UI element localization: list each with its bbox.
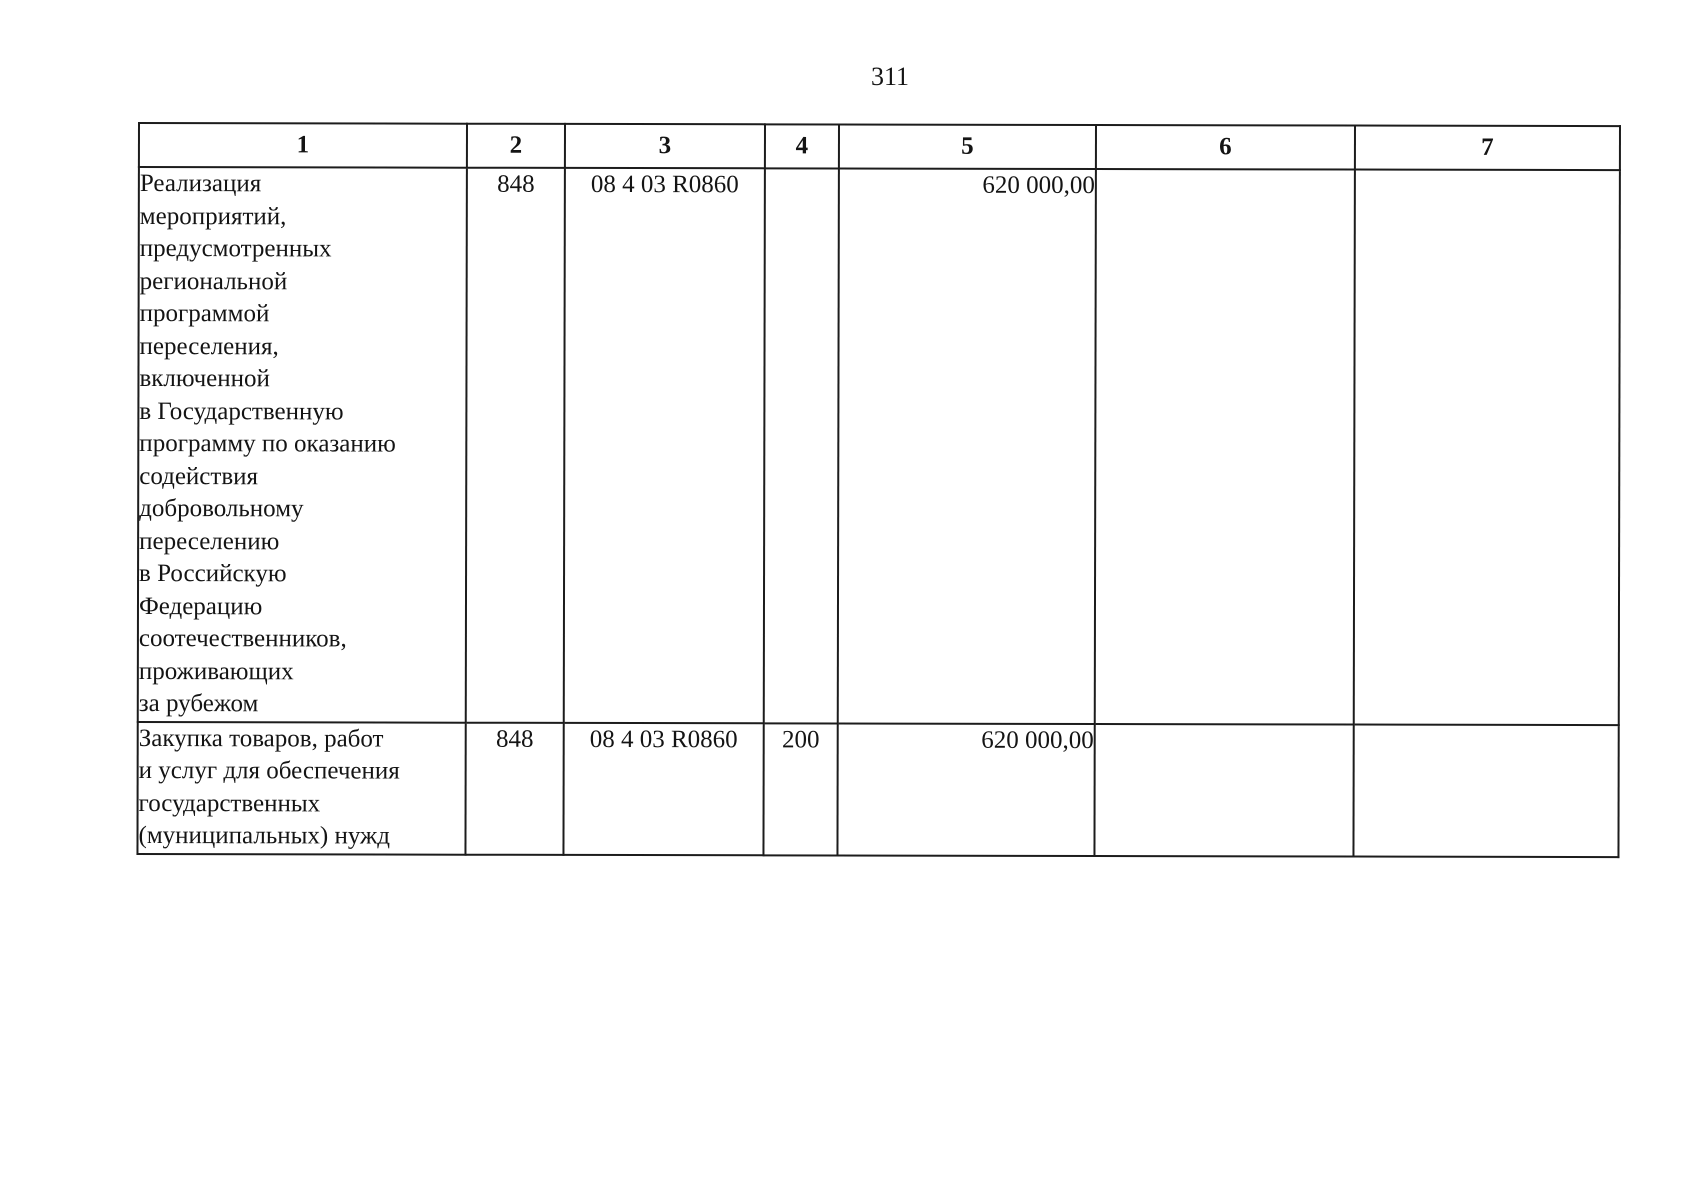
- column-header-5: 5: [839, 124, 1096, 169]
- expense-type-cell: [764, 168, 839, 723]
- name-line: соотечественников,: [138, 625, 347, 653]
- table-row: [138, 167, 1620, 725]
- name-line: региональной: [139, 267, 288, 295]
- name-line: программой: [139, 300, 270, 328]
- name-line: переселения,: [139, 332, 279, 360]
- column-header-3: 3: [565, 124, 765, 168]
- column-7-cell: [1354, 170, 1620, 725]
- name-line: переселению: [139, 527, 280, 555]
- name-line: в Государственную: [139, 397, 344, 425]
- name-line: в Российскую: [139, 560, 287, 588]
- name-line: Реализация: [139, 170, 262, 198]
- budget-table: [136, 122, 1621, 858]
- column-header-7: 7: [1355, 126, 1620, 171]
- row-name-cell: [138, 167, 467, 722]
- column-7-cell: [1353, 724, 1618, 857]
- expense-type-cell: 200: [763, 723, 837, 855]
- name-line: и услуг для обеспечения: [138, 757, 400, 785]
- table-row: [137, 722, 1618, 857]
- target-article-cell: 08 4 03 R0860: [564, 168, 765, 723]
- admin-code-cell: 848: [465, 722, 563, 854]
- name-line: (муниципальных) нужд: [138, 822, 391, 850]
- amount-cell: 620 000,00: [837, 723, 1094, 856]
- name-line: программу по оказанию: [139, 430, 396, 458]
- column-header-2: 2: [467, 124, 565, 168]
- column-header-1: 1: [139, 123, 467, 168]
- name-line: Федерацию: [138, 592, 263, 620]
- target-article-cell: 08 4 03 R0860: [563, 722, 763, 854]
- amount-cell: 620 000,00: [838, 168, 1096, 723]
- row-name-cell: [137, 722, 465, 855]
- name-line: содействия: [139, 462, 259, 490]
- column-header-6: 6: [1096, 125, 1355, 170]
- name-line: предусмотренных: [139, 235, 332, 263]
- name-line: Закупка товаров, работ: [138, 724, 384, 753]
- name-line: добровольному: [139, 495, 304, 523]
- name-line: включенной: [139, 365, 270, 393]
- name-line: государственных: [138, 789, 321, 817]
- column-header-4: 4: [765, 124, 839, 168]
- admin-code-cell: 848: [466, 168, 565, 723]
- column-6-cell: [1094, 724, 1353, 857]
- column-6-cell: [1095, 169, 1355, 724]
- page-number: 311: [870, 62, 910, 91]
- header-row: [139, 123, 1620, 170]
- name-line: мероприятий,: [139, 202, 287, 230]
- name-line: проживающих: [138, 657, 294, 685]
- name-line: за рубежом: [138, 690, 259, 718]
